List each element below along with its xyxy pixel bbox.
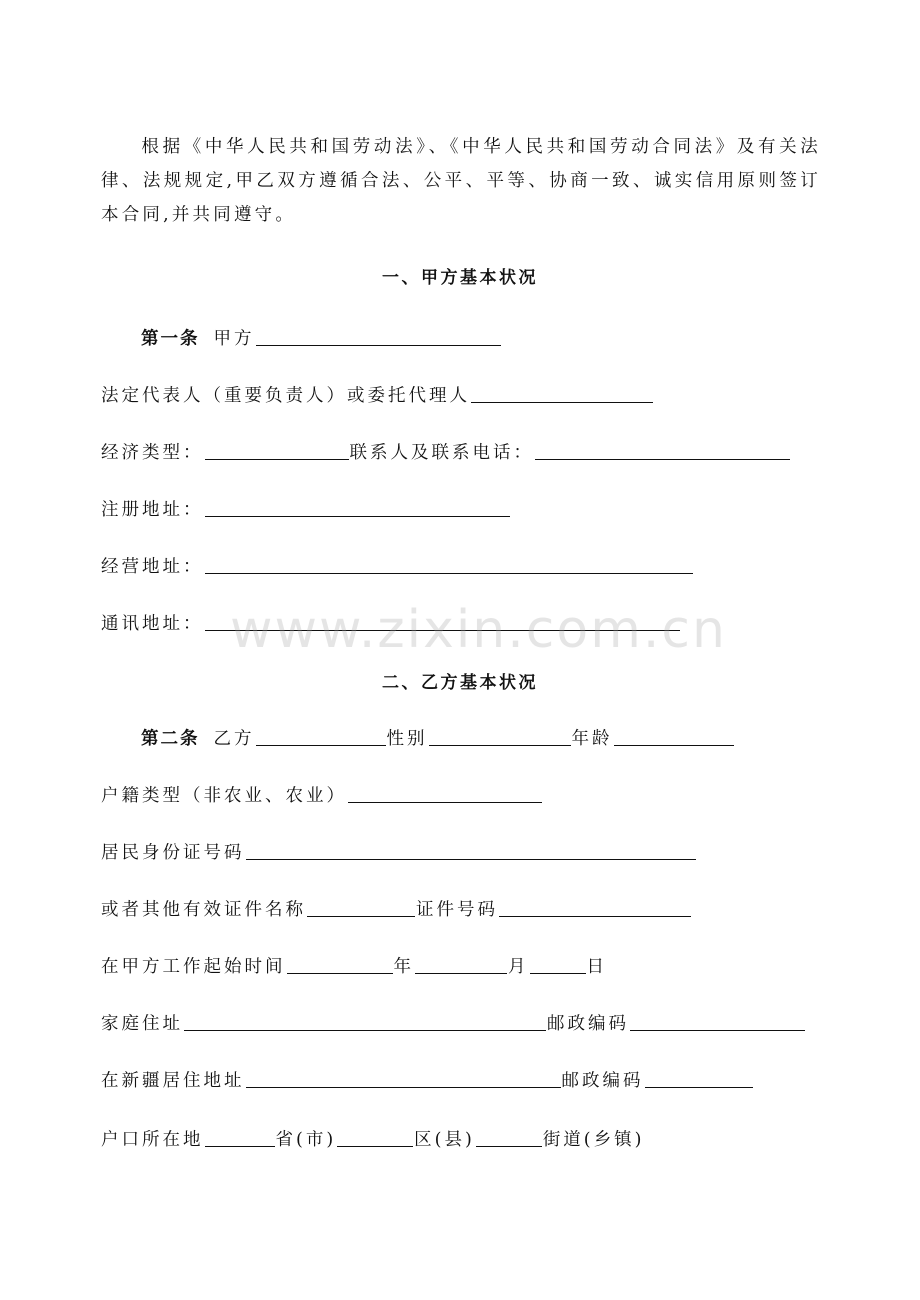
- cert-no-field[interactable]: [499, 896, 691, 917]
- province-label: 省(市): [275, 1130, 337, 1150]
- gender-label: 性别: [386, 729, 428, 749]
- row-reg-addr: [101, 493, 511, 521]
- article-two-label: 第二条: [141, 729, 200, 749]
- intro-text: 根据《中华人民共和国劳动法》、《中华人民共和国劳动合同法》及有关法律、法规规定,甲乙双方遵循合法、公平、平等、协商一致、诚实信用原则签订本合同,并共同遵守。: [101, 137, 821, 225]
- legal-rep-label: 法定代表人（重要负责人）或委托代理人: [101, 386, 470, 406]
- hukou-loc-label: 户口所在地: [101, 1130, 204, 1150]
- party-a-field[interactable]: [256, 325, 501, 346]
- street-field[interactable]: [476, 1126, 542, 1147]
- province-field[interactable]: [205, 1126, 275, 1147]
- party-a-label: 甲方: [213, 329, 255, 349]
- year-label: 年: [393, 957, 414, 977]
- reg-addr-label: 注册地址：: [101, 500, 204, 520]
- postcode2-label: 邮政编码: [561, 1071, 644, 1091]
- intro-paragraph: [101, 130, 821, 232]
- party-b-field[interactable]: [256, 725, 386, 746]
- row-start-time: [101, 950, 607, 978]
- start-day-field[interactable]: [530, 953, 586, 974]
- watermark: www.zixin.com.cn: [230, 600, 727, 660]
- other-id-label: 或者其他有效证件名称: [101, 900, 306, 920]
- row-hukou-loc: [101, 1123, 644, 1151]
- start-month-field[interactable]: [415, 953, 507, 974]
- hukou-type-field[interactable]: [348, 782, 542, 803]
- xj-addr-label: 在新疆居住地址: [101, 1071, 245, 1091]
- row-home-addr: [101, 1007, 806, 1035]
- contact-label: 联系人及联系电话：: [349, 443, 534, 463]
- party-b-label: 乙方: [213, 729, 255, 749]
- legal-rep-field[interactable]: [471, 382, 653, 403]
- day-label: 日: [586, 957, 607, 977]
- postcode-label: 邮政编码: [547, 1014, 629, 1034]
- home-addr-field[interactable]: [184, 1010, 546, 1031]
- street-label: 街道(乡镇): [542, 1130, 645, 1150]
- id-no-label: 居民身份证号码: [101, 843, 245, 863]
- other-id-field[interactable]: [307, 896, 415, 917]
- hukou-type-label: 户籍类型（非农业、农业）: [101, 786, 347, 806]
- start-year-field[interactable]: [287, 953, 393, 974]
- row-party-b: [141, 722, 735, 750]
- district-field[interactable]: [337, 1126, 413, 1147]
- row-mail-addr: [101, 607, 681, 635]
- postcode2-field[interactable]: [645, 1067, 753, 1088]
- econ-type-label: 经济类型：: [101, 443, 204, 463]
- start-time-label: 在甲方工作起始时间: [101, 957, 286, 977]
- row-biz-addr: [101, 550, 694, 578]
- row-econ-type: [101, 436, 791, 464]
- xj-addr-field[interactable]: [246, 1067, 561, 1088]
- biz-addr-label: 经营地址：: [101, 557, 204, 577]
- age-field[interactable]: [614, 725, 734, 746]
- section-heading-party-a: 一、甲方基本状况: [382, 268, 538, 288]
- month-label: 月: [508, 957, 529, 977]
- age-label: 年龄: [571, 729, 613, 749]
- postcode-field[interactable]: [630, 1010, 805, 1031]
- econ-type-field[interactable]: [205, 439, 349, 460]
- article-one-label: 第一条: [141, 329, 200, 349]
- row-hukou-type: [101, 779, 543, 807]
- reg-addr-field[interactable]: [205, 496, 510, 517]
- row-party-a: [141, 322, 502, 350]
- row-xj-addr: [101, 1064, 754, 1092]
- home-addr-label: 家庭住址: [101, 1014, 183, 1034]
- contact-field[interactable]: [535, 439, 790, 460]
- row-legal-rep: [101, 379, 654, 407]
- mail-addr-label: 通讯地址：: [101, 614, 204, 634]
- biz-addr-field[interactable]: [205, 553, 693, 574]
- row-id-no: [101, 836, 697, 864]
- mail-addr-field[interactable]: [205, 610, 680, 631]
- district-label: 区(县): [414, 1130, 475, 1150]
- gender-field[interactable]: [429, 725, 571, 746]
- cert-no-label: 证件号码: [416, 900, 498, 920]
- section-heading-party-b: 二、乙方基本状况: [382, 673, 538, 693]
- row-other-id: [101, 893, 692, 921]
- id-no-field[interactable]: [246, 839, 696, 860]
